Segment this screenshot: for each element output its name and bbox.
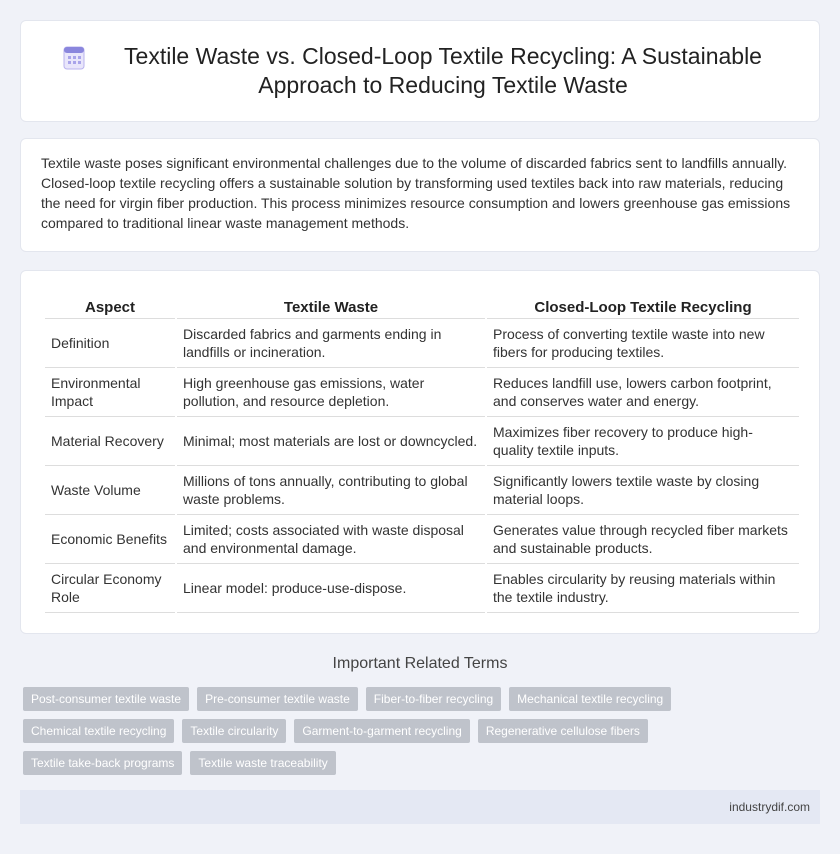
row-textile-waste: Discarded fabrics and garments ending in landfills or incineration. (177, 319, 485, 368)
row-closed-loop: Significantly lowers textile waste by closing material loops. (487, 466, 799, 515)
related-term-tag[interactable]: Textile circularity (182, 719, 286, 743)
row-closed-loop: Reduces landfill use, lowers carbon footprint, and conserves water and energy. (487, 368, 799, 417)
row-aspect: Economic Benefits (45, 515, 175, 564)
related-terms-list (23, 687, 823, 783)
row-aspect: Definition (45, 319, 175, 368)
row-textile-waste: Minimal; most materials are lost or downcycled. (177, 417, 485, 466)
row-textile-waste: High greenhouse gas emissions, water pollution, and resource depletion. (177, 368, 485, 417)
title-card (20, 20, 820, 122)
comparison-table-card (20, 270, 820, 634)
row-textile-waste: Limited; costs associated with waste disposal and environmental damage. (177, 515, 485, 564)
related-term-tag[interactable]: Textile waste traceability (190, 751, 335, 775)
row-aspect: Waste Volume (45, 466, 175, 515)
intro-paragraph: Textile waste poses significant environmental challenges due to the volume of discarded fabrics sent to landfills annually. Closed-loop textile recycling offers a sustainable solution by transforming used textiles back into raw materials, reducing the need for virgin fiber production. This process minimizes resource consumption and lowers greenhouse gas emissions compared to traditional linear waste management methods. (41, 155, 791, 231)
related-term-tag[interactable]: Garment-to-garment recycling (294, 719, 469, 743)
header-closed-loop: Closed-Loop Textile Recycling (487, 295, 799, 319)
intro-card (20, 138, 820, 252)
table-row (45, 417, 799, 466)
header-textile-waste: Textile Waste (177, 295, 485, 319)
footer (20, 790, 820, 824)
comparison-table (43, 295, 801, 613)
row-aspect: Material Recovery (45, 417, 175, 466)
table-row (45, 515, 799, 564)
row-aspect: Circular Economy Role (45, 564, 175, 613)
row-closed-loop: Generates value through recycled fiber markets and sustainable products. (487, 515, 799, 564)
row-textile-waste: Linear model: produce-use-dispose. (177, 564, 485, 613)
table-row (45, 368, 799, 417)
footer-site-link[interactable]: industrydif.com (729, 800, 810, 814)
header-aspect: Aspect (45, 295, 175, 319)
table-row (45, 564, 799, 613)
document-icon (61, 45, 87, 71)
related-term-tag[interactable]: Mechanical textile recycling (509, 687, 671, 711)
related-term-tag[interactable]: Textile take-back programs (23, 751, 182, 775)
related-term-tag[interactable]: Fiber-to-fiber recycling (366, 687, 501, 711)
row-closed-loop: Maximizes fiber recovery to produce high-quality textile inputs. (487, 417, 799, 466)
table-header-row (45, 295, 799, 319)
related-term-tag[interactable]: Regenerative cellulose fibers (478, 719, 648, 743)
row-textile-waste: Millions of tons annually, contributing to global waste problems. (177, 466, 485, 515)
table-row (45, 319, 799, 368)
row-closed-loop: Process of converting textile waste into new fibers for producing textiles. (487, 319, 799, 368)
related-term-tag[interactable]: Pre-consumer textile waste (197, 687, 358, 711)
related-term-tag[interactable]: Post-consumer textile waste (23, 687, 189, 711)
page-title: Textile Waste vs. Closed-Loop Textile Recycling: A Sustainable Approach to Reducing Textile Waste (124, 43, 762, 98)
related-term-tag[interactable]: Chemical textile recycling (23, 719, 174, 743)
row-closed-loop: Enables circularity by reusing materials within the textile industry. (487, 564, 799, 613)
table-row (45, 466, 799, 515)
row-aspect: Environmental Impact (45, 368, 175, 417)
related-terms-title: Important Related Terms (332, 655, 508, 672)
